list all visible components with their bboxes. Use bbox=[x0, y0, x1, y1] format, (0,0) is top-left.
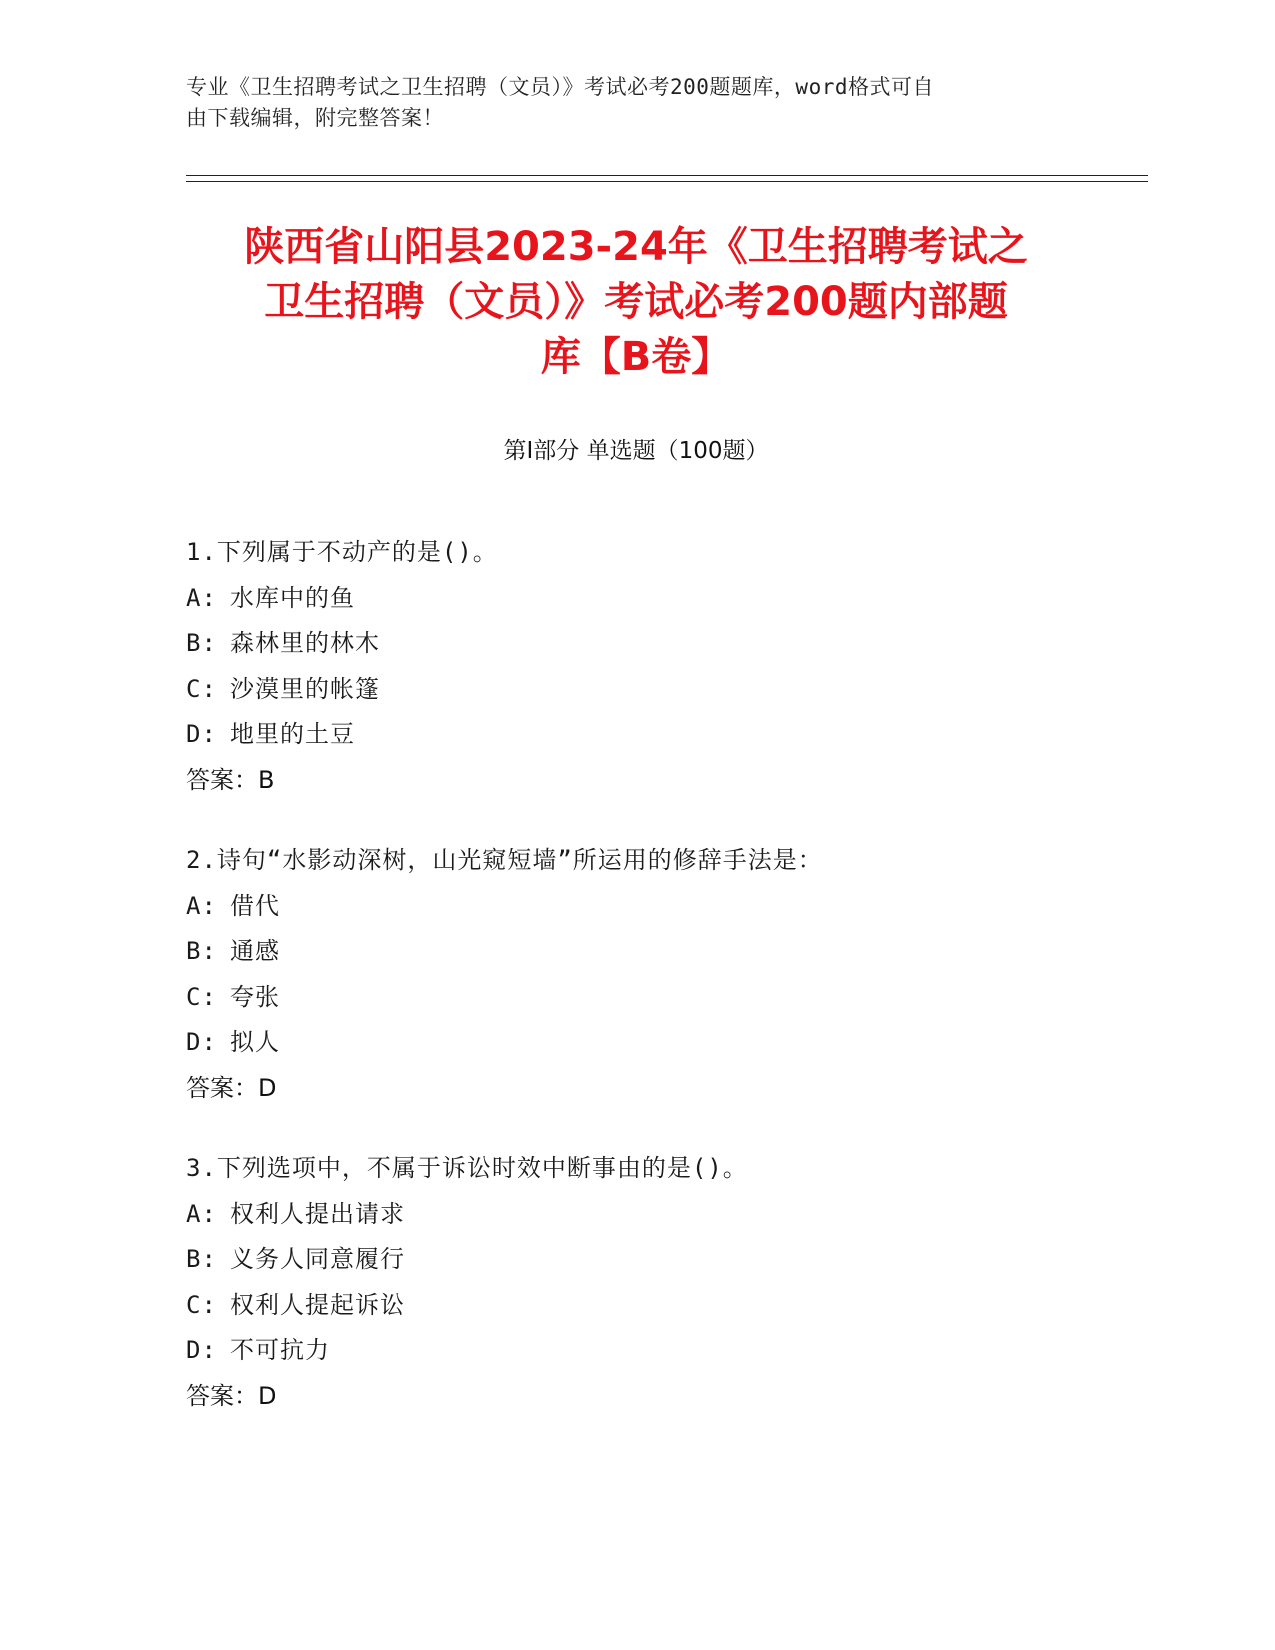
option-key: A: bbox=[186, 891, 217, 920]
option-key: B: bbox=[186, 629, 217, 657]
answer: 答案：B bbox=[186, 765, 275, 794]
option-d bbox=[186, 1328, 1086, 1374]
option-key: A: bbox=[186, 1199, 217, 1228]
header-note-line-1: 专业《卫生招聘考试之卫生招聘（文员）》考试必考200题题库，word格式可自 bbox=[186, 75, 934, 99]
option-key: B: bbox=[186, 937, 217, 965]
option-key: D: bbox=[186, 1336, 217, 1364]
option-text: 森林里的林木 bbox=[230, 629, 380, 657]
option-a bbox=[186, 576, 1086, 622]
header-divider-top bbox=[186, 175, 1148, 176]
option-key: C: bbox=[186, 1290, 217, 1319]
option-text: 地里的土豆 bbox=[230, 720, 355, 748]
option-text: 权利人提起诉讼 bbox=[230, 1290, 405, 1319]
option-text: 不可抗力 bbox=[230, 1336, 330, 1364]
option-text: 夸张 bbox=[230, 982, 280, 1011]
document-title-line-1: 陕西省山阳县2023-24年《卫生招聘考试之 bbox=[244, 224, 1028, 270]
option-b bbox=[186, 1237, 1086, 1283]
option-c bbox=[186, 975, 1086, 1021]
document-title bbox=[186, 220, 1086, 385]
option-text: 义务人同意履行 bbox=[230, 1245, 405, 1273]
header-note bbox=[186, 72, 1066, 134]
document-title-line-2: 卫生招聘（文员）》考试必考200题内部题 bbox=[264, 279, 1008, 325]
option-text: 拟人 bbox=[230, 1028, 280, 1056]
option-a bbox=[186, 1192, 1086, 1238]
option-key: B: bbox=[186, 1245, 217, 1273]
answer: 答案：D bbox=[186, 1073, 277, 1102]
option-d bbox=[186, 712, 1086, 758]
option-text: 通感 bbox=[230, 937, 280, 965]
option-c bbox=[186, 1283, 1086, 1329]
option-text: 借代 bbox=[230, 891, 280, 920]
option-key: D: bbox=[186, 1028, 217, 1056]
option-key: C: bbox=[186, 982, 217, 1011]
option-text: 权利人提出请求 bbox=[230, 1199, 405, 1228]
question-2 bbox=[186, 838, 1086, 1111]
question-stem: 1.下列属于不动产的是()。 bbox=[186, 538, 498, 566]
option-d bbox=[186, 1020, 1086, 1066]
option-a bbox=[186, 884, 1086, 930]
option-key: C: bbox=[186, 674, 217, 703]
option-c bbox=[186, 667, 1086, 713]
question-stem: 2.诗句“水影动深树，山光窥短墙”所运用的修辞手法是： bbox=[186, 846, 823, 874]
section-title: 第Ⅰ部分 单选题（100题） bbox=[503, 438, 769, 464]
question-3 bbox=[186, 1146, 1086, 1419]
answer: 答案：D bbox=[186, 1381, 277, 1410]
question-list bbox=[186, 530, 1086, 1454]
option-text: 沙漠里的帐篷 bbox=[230, 674, 380, 703]
option-b bbox=[186, 621, 1086, 667]
option-key: D: bbox=[186, 720, 217, 748]
question-stem: 3.下列选项中，不属于诉讼时效中断事由的是()。 bbox=[186, 1154, 748, 1182]
header-note-line-2: 由下载编辑，附完整答案！ bbox=[186, 106, 444, 130]
option-text: 水库中的鱼 bbox=[230, 583, 355, 612]
document-title-line-3: 库【B卷】 bbox=[540, 334, 732, 380]
option-b bbox=[186, 929, 1086, 975]
option-key: A: bbox=[186, 583, 217, 612]
header-divider-bottom bbox=[186, 181, 1148, 182]
question-1 bbox=[186, 530, 1086, 803]
